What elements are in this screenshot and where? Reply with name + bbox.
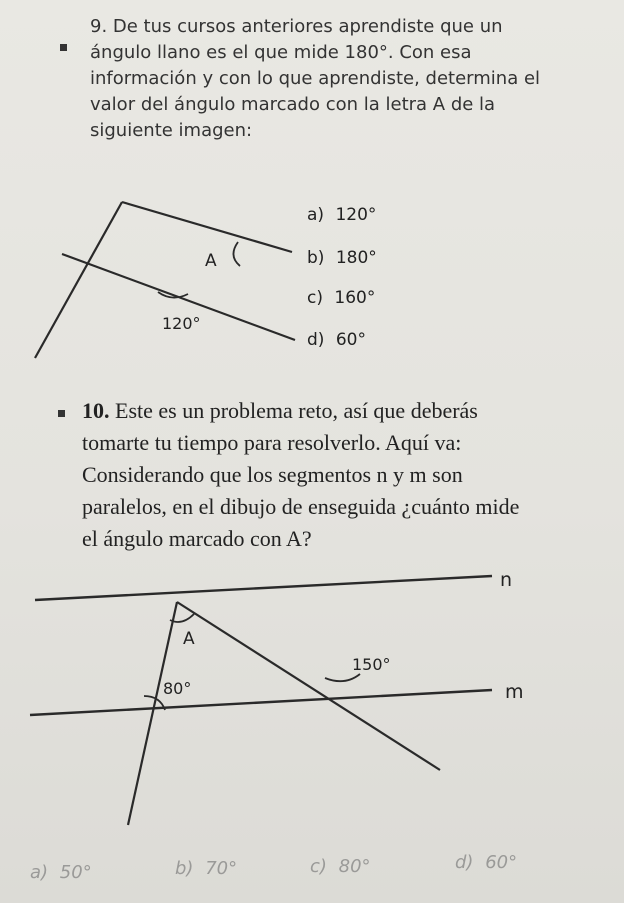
q10-bullet (58, 410, 65, 417)
q10-option-b-letter: b) (175, 858, 194, 879)
q10-line-left-transversal (128, 602, 177, 825)
q10-line-5: el ángulo marcado con A? (82, 526, 312, 551)
q10-line-n (35, 576, 492, 600)
q10-angle-arc-150 (325, 674, 360, 681)
q9-text (90, 14, 610, 144)
q10-number: 10. (82, 398, 110, 423)
q10-option-b-value: 70° (205, 858, 238, 879)
q10-line-diagonal (177, 602, 440, 770)
q9-figure (0, 190, 320, 375)
q9-option-b-value: 180° (335, 248, 377, 268)
q9-option-c-letter: c) (307, 288, 323, 308)
q10-text (82, 395, 612, 555)
q9-option-c-value: 160° (334, 288, 376, 308)
q10-option-d-value: 60° (485, 852, 518, 873)
q10-option-a[interactable] (30, 862, 92, 883)
q9-option-a-value: 120° (335, 205, 377, 225)
q9-line-1: 9. De tus cursos anteriores aprendiste que un (90, 16, 503, 37)
q10-label-80: 80° (163, 679, 192, 698)
q9-line-upper-ext (35, 202, 122, 358)
q9-option-d-letter: d) (307, 330, 325, 350)
q10-line-3: Considerando que los segmentos n y m son (82, 462, 463, 487)
q9-option-a-letter: a) (307, 205, 325, 225)
q10-line-4: paralelos, en el dibujo de enseguida ¿cuánto mide (82, 494, 520, 519)
q10-line-2: tomarte tu tiempo para resolverlo. Aquí va: (82, 430, 462, 455)
q10-line-1-text: Este es un problema reto, así que deberás (115, 398, 478, 423)
q10-label-n: n (500, 569, 513, 591)
q9-option-d-value: 60° (335, 330, 366, 350)
q10-label-a: A (183, 629, 195, 649)
q9-option-a[interactable] (307, 205, 376, 225)
q9-option-c[interactable] (307, 288, 375, 308)
q10-line-m (30, 690, 492, 715)
q10-option-a-letter: a) (30, 862, 49, 883)
q9-option-b[interactable] (307, 248, 377, 268)
q9-line-5: siguiente imagen: (90, 120, 253, 141)
q10-label-150: 150° (352, 655, 391, 674)
q9-option-b-letter: b) (307, 248, 325, 268)
q10-figure (0, 560, 560, 840)
q10-option-d-letter: d) (455, 852, 474, 873)
q10-option-c-letter: c) (310, 856, 327, 877)
q9-label-a: A (205, 251, 217, 271)
q10-line-1 (82, 395, 612, 427)
q9-line-upper (122, 202, 292, 252)
q10-option-b[interactable] (175, 858, 237, 879)
q9-bullet (60, 44, 67, 51)
q10-option-c[interactable] (310, 856, 371, 877)
q10-option-d[interactable] (455, 852, 517, 873)
q9-line-2: ángulo llano es el que mide 180°. Con esa (90, 42, 472, 63)
q10-option-a-value: 50° (59, 862, 92, 883)
q9-label-120: 120° (162, 314, 201, 333)
q9-angle-arc-a (233, 242, 240, 266)
q10-label-m: m (505, 681, 524, 703)
q10-option-c-value: 80° (338, 856, 371, 877)
q9-option-d[interactable] (307, 330, 366, 350)
q9-line-3: información y con lo que aprendiste, determina el (90, 68, 541, 89)
q9-line-4: valor del ángulo marcado con la letra A de la (90, 94, 496, 115)
